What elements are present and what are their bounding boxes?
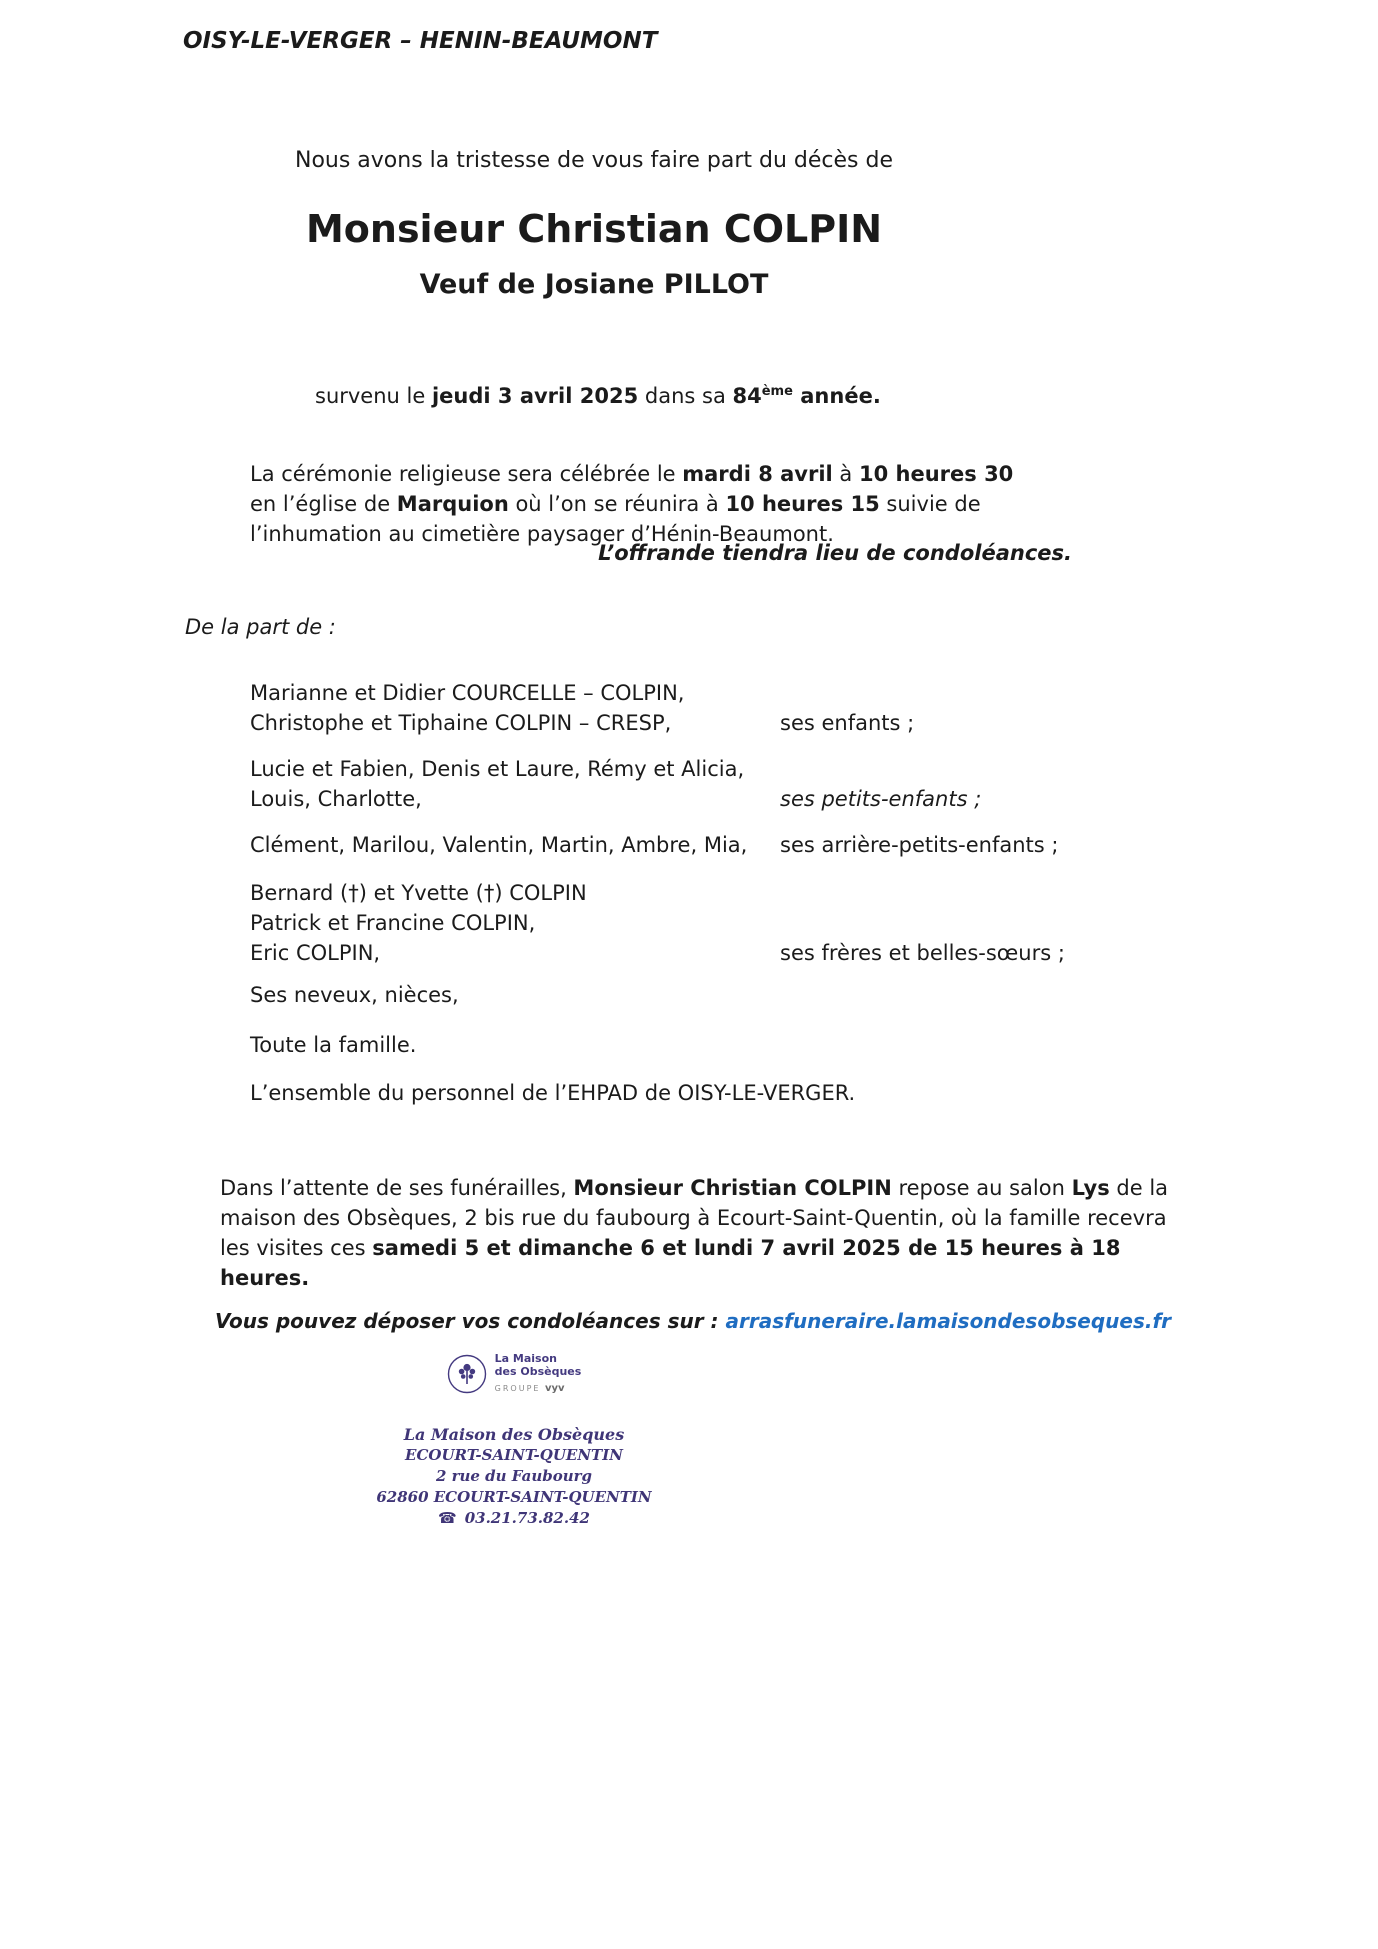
text-segment: Dans l’attente de ses funérailles, [220, 1176, 574, 1200]
condolences-line [215, 1306, 1171, 1336]
family-name-line: L’ensemble du personnel de l’EHPAD de OISY-LE-VERGER. [250, 1081, 856, 1105]
family-entry-siblings [250, 878, 1150, 968]
family-name-line: Bernard (†) et Yvette (†) COLPIN [250, 881, 587, 905]
family-entry-whole-family [250, 1030, 1150, 1060]
death-date: jeudi 3 avril 2025 [431, 384, 639, 408]
age-value: 84 [732, 384, 762, 408]
ceremony-place: Marquion [396, 492, 509, 516]
footer-street: 2 rue du Faubourg [435, 1467, 593, 1485]
family-entry-grandchildren [250, 754, 1150, 814]
text-segment: La cérémonie religieuse sera célébrée le [250, 462, 683, 486]
tree-logo-icon [447, 1354, 487, 1394]
text-segment: en l’église de [250, 492, 397, 516]
footer-phone-line [438, 1508, 590, 1529]
deceased-name-inline: Monsieur Christian COLPIN [573, 1176, 892, 1200]
phone-icon: ☎ [438, 1509, 457, 1527]
family-relation: ses petits-enfants ; [780, 787, 982, 811]
family-entry-ehpad-staff [250, 1078, 1150, 1108]
intro-line: Nous avons la tristesse de vous faire part du décès de [294, 148, 894, 173]
footer-company-name: La Maison des Obsèques [403, 1425, 625, 1444]
death-date-line [315, 381, 881, 411]
text-segment: à [832, 462, 859, 486]
family-name-line: Marianne et Didier COURCELLE – COLPIN, [250, 681, 685, 705]
vyv-brand: vyv [545, 1383, 565, 1394]
text-segment: où l’on se réunira à [508, 492, 726, 516]
text-segment: de la maison des Obsèques, 2 bis rue du faubourg à Ecourt-Saint-Quentin, où la famille recevra les visites ces [220, 1176, 1169, 1260]
family-list [250, 678, 1150, 1108]
ceremony-paragraph [250, 459, 1025, 549]
family-relation: ses frères et belles-sœurs ; [780, 941, 1065, 965]
family-name-line: Lucie et Fabien, Denis et Laure, Rémy et Alicia, [250, 757, 745, 781]
salon-name: Lys [1071, 1176, 1110, 1200]
family-relation: ses enfants ; [780, 711, 915, 735]
text-segment: suivie de l’inhumation au cimetière paysager d’Hénin-Beaumont. [250, 492, 981, 546]
family-entry-children [250, 678, 1150, 738]
family-name-line: Clément, Marilou, Valentin, Martin, Ambre, Mia, [250, 833, 748, 857]
ceremony-date: mardi 8 avril [682, 462, 833, 486]
footer-postal-city: 62860 ECOURT-SAINT-QUENTIN [376, 1488, 652, 1506]
footer-city: ECOURT-SAINT-QUENTIN [405, 1446, 623, 1464]
logo-name-line-1: La Maison [494, 1352, 557, 1365]
offering-note: L’offrande tiendra lieu de condoléances. [598, 541, 1072, 565]
footer-phone-number: 03.21.73.82.42 [464, 1509, 590, 1527]
from-label: De la part de : [185, 615, 336, 639]
family-name-line: Toute la famille. [250, 1033, 417, 1057]
funeral-home-footer [0, 1424, 1028, 1529]
family-name-line: Christophe et Tiphaine COLPIN – CRESP, [250, 711, 672, 735]
logo-group-line [495, 1382, 582, 1395]
family-name-line: Patrick et Francine COLPIN, [250, 911, 536, 935]
family-name-line: Ses neveux, nièces, [250, 983, 459, 1007]
logo-name-line-2: des Obsèques [494, 1365, 582, 1378]
gathering-time: 10 heures 15 [725, 492, 880, 516]
resting-place-paragraph [220, 1173, 1170, 1293]
text-segment: survenu le [315, 384, 432, 408]
age-ordinal-suffix: ème [761, 384, 793, 399]
family-relation: ses arrière-petits-enfants ; [780, 833, 1059, 857]
maison-des-obseques-logo [0, 1352, 1028, 1395]
family-entry-great-grandchildren [250, 830, 1150, 860]
family-name-line: Eric COLPIN, [250, 941, 381, 965]
text-segment: repose au salon [891, 1176, 1072, 1200]
family-entry-nephews [250, 980, 1150, 1010]
deceased-name-title: Monsieur Christian COLPIN [305, 207, 883, 251]
visiting-hours: samedi 5 et dimanche 6 et lundi 7 avril 2025 de 15 heures à 18 heures. [220, 1236, 1121, 1290]
deceased-status-subtitle: Veuf de Josiane PILLOT [419, 269, 769, 300]
text-segment: dans sa [638, 384, 733, 408]
region-header: OISY-LE-VERGER – HENIN-BEAUMONT [183, 28, 658, 54]
text-segment: année. [792, 384, 881, 408]
ceremony-time: 10 heures 30 [858, 462, 1014, 486]
family-name-line: Louis, Charlotte, [250, 787, 422, 811]
condolences-label: Vous pouvez déposer vos condoléances sur : [215, 1309, 726, 1333]
logo-group-label: GROUPE [494, 1384, 541, 1393]
condolences-link[interactable]: arrasfuneraire.lamaisondesobseques.fr [725, 1309, 1172, 1333]
